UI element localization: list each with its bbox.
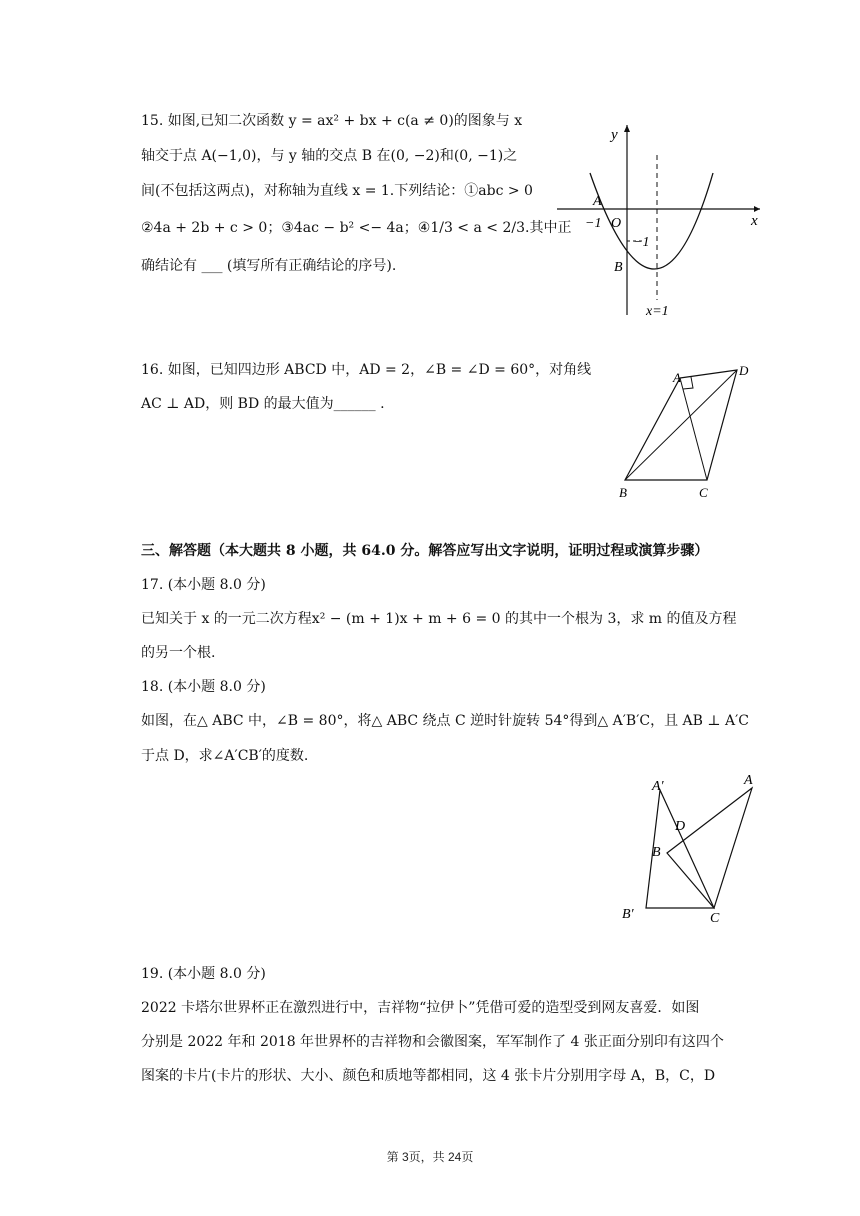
symmetry-axis-label: x=1	[646, 304, 669, 319]
vertex-c-label: C	[710, 911, 720, 926]
q16-line-2: AC ⊥ AD，则 BD 的最大值为______ .	[141, 396, 385, 412]
q18-rotation-figure	[612, 768, 772, 928]
vertex-a-prime-label: A′	[652, 779, 664, 794]
vertex-b-label: B	[619, 485, 627, 500]
y-axis-label: y	[611, 127, 618, 143]
x-axis-arrow	[754, 206, 760, 212]
vertex-b-prime-label: B′	[622, 907, 634, 922]
x-axis-label: x	[751, 213, 758, 229]
vertex-a-label: A	[744, 773, 753, 788]
vertex-c-label: C	[699, 485, 708, 500]
q17-header: 17. (本小题 8.0 分)	[141, 577, 266, 593]
q16-quadrilateral-figure	[605, 358, 765, 508]
y-axis-arrow	[624, 125, 630, 132]
q16-line-1: 16. 如图，已知四边形 ABCD 中，AD = 2，∠B = ∠D = 60°，对角线	[141, 362, 592, 378]
q18-header: 18. (本小题 8.0 分)	[141, 679, 266, 695]
triangle-abc	[667, 788, 752, 908]
q18-line-1: 如图，在△ ABC 中，∠B = 80°，将△ ABC 绕点 C 逆时针旋转 54°得到△ A′B′C，且 AB ⊥ A′C	[141, 713, 750, 729]
q15-line-4: ②4a + 2b + c > 0；③4ac − b² <− 4a；④1/3 < a < 2/3.其中正	[141, 220, 572, 236]
q15-line-2: 轴交于点 A(−1,0)，与 y 轴的交点 B 在(0, −2)和(0, −1)之	[141, 148, 518, 164]
right-angle-mark	[683, 377, 693, 389]
diagonal-ac	[680, 378, 707, 480]
q15-parabola-figure	[555, 115, 770, 320]
parabola-curve	[590, 173, 713, 269]
section-3-heading: 三、解答题（本大题共 8 小题，共 64.0 分。解答应写出文字说明，证明过程或演算步骤）	[141, 543, 709, 559]
q15-line-3: 间(不包括这两点)，对称轴为直线 x = 1.下列结论：①abc > 0	[141, 183, 533, 199]
q17-line-2: 的另一个根.	[141, 645, 216, 661]
q19-header: 19. (本小题 8.0 分)	[141, 966, 266, 982]
point-d-label: D	[675, 819, 686, 834]
q15-line-1: 15. 如图,已知二次函数 y = ax² + bx + c(a ≠ 0)的图象与 x	[141, 113, 523, 129]
q19-line-2: 分别是 2022 年和 2018 年世界杯的吉祥物和会徽图案，军军制作了 4 张正面分别印有这四个	[141, 1034, 724, 1050]
neg1-x-label: −1	[585, 216, 602, 231]
page-footer: 第 3页，共 24页	[386, 1150, 474, 1164]
neg1-y-label: −1	[633, 235, 650, 250]
origin-label: O	[611, 216, 622, 231]
vertex-b-label: B	[652, 845, 661, 860]
q15-line-5: 确结论有 ___ (填写所有正确结论的序号).	[141, 258, 397, 274]
vertex-d-label: D	[739, 363, 749, 378]
q19-line-3: 图案的卡片(卡片的形状、大小、颜色和质地等都相同，这 4 张卡片分别用字母 A，B，C，D	[141, 1068, 716, 1084]
point-b-label: B	[614, 260, 623, 275]
point-a-label: A	[593, 194, 602, 209]
vertex-a-label: A	[673, 370, 681, 385]
q17-line-1: 已知关于 x 的一元二次方程x² − (m + 1)x + m + 6 = 0 的其中一个根为 3，求 m 的值及方程	[141, 611, 737, 627]
diagonal-bd	[625, 370, 737, 480]
q18-line-2: 于点 D，求∠A′CB′的度数.	[141, 748, 309, 764]
q19-line-1: 2022 卡塔尔世界杯正在激烈进行中，吉祥物“拉伊卜”凭借可爱的造型受到网友喜爱．如图	[141, 1000, 700, 1016]
